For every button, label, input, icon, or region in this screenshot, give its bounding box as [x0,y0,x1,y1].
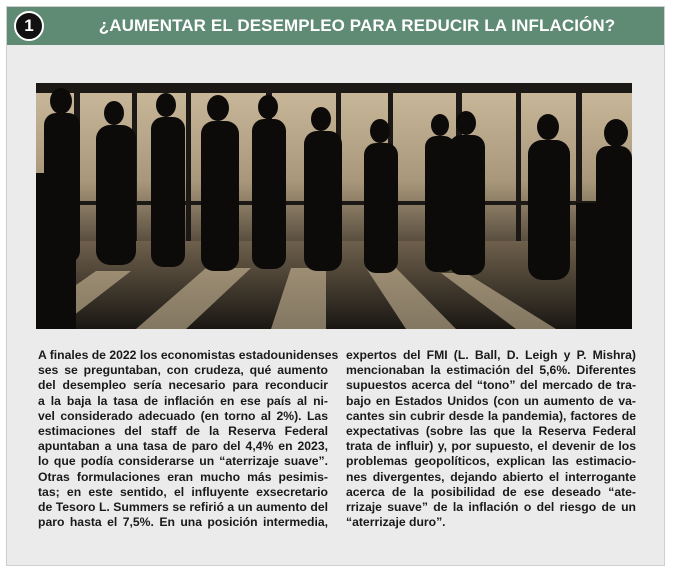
text-line: paro hasta el 7,5%. En una posición intermedia, [38,515,328,530]
silhouette-crowd-photo [36,83,632,329]
text-line: nes divergentes, dejando abierto el interrogante [346,469,636,484]
text-line: estimaciones del staff de la Reserva Federal [38,424,328,439]
section-number-badge: 1 [14,11,44,41]
text-line: supuestos acerca del “tono” del mercado de tra- [346,378,636,393]
text-line: acerca de la posibilidad de ese deseado “ate- [346,484,636,499]
text-line: bajo en Estados Unidos (con un aumento de va- [346,393,636,408]
text-line: “aterrizaje duro”. [346,515,446,530]
text-line: lo que podía considerarse un “aterrizaje suave”. [38,454,328,469]
text-line: ses se preguntaban, con crudeza, qué aumento [38,363,328,378]
text-line: mencionaban la estimación del 5,6%. Diferentes [346,363,636,378]
text-line: expertos del FMI (L. Ball, D. Leigh y P. Mishra) [346,348,636,362]
text-line: trata de influir) y, por supuesto, el devenir de los [346,439,636,454]
article-title: ¿AUMENTAR EL DESEMPLEO PARA REDUCIR LA INFLACIÓN? [98,16,616,35]
text-line: tas; en este sentido, el influyente exsecretario [38,484,328,499]
text-line: del desempleo sería necesario para reconducir [38,378,328,393]
photo-illustration [36,83,632,329]
text-line: de Tesoro L. Summers se refirió a un aumento del [38,500,328,515]
text-line: problemas geopolíticos, explican las estimacio- [346,454,636,469]
text-line: vel considerado adecuado (en torno al 2%). Las [38,408,328,423]
text-line: A finales de 2022 los economistas estadounidenses [38,348,339,362]
article-column-right [346,348,636,530]
text-line: expectativas (sobre las que la Reserva Federal [346,424,636,439]
text-line: Otras formulaciones eran mucho más pesimis- [38,469,328,484]
text-line: rrizaje suave” de la inflación o del riesgo de un [346,500,636,515]
article-column-left [38,348,339,530]
text-line: apuntaban a una tasa de paro del 4,4% en 2023, [38,439,328,454]
text-line: a la baja la tasa de inflación en ese país al ni- [38,393,328,408]
text-line: cantes sin cubrir desde la pandemia), factores de [346,408,636,423]
